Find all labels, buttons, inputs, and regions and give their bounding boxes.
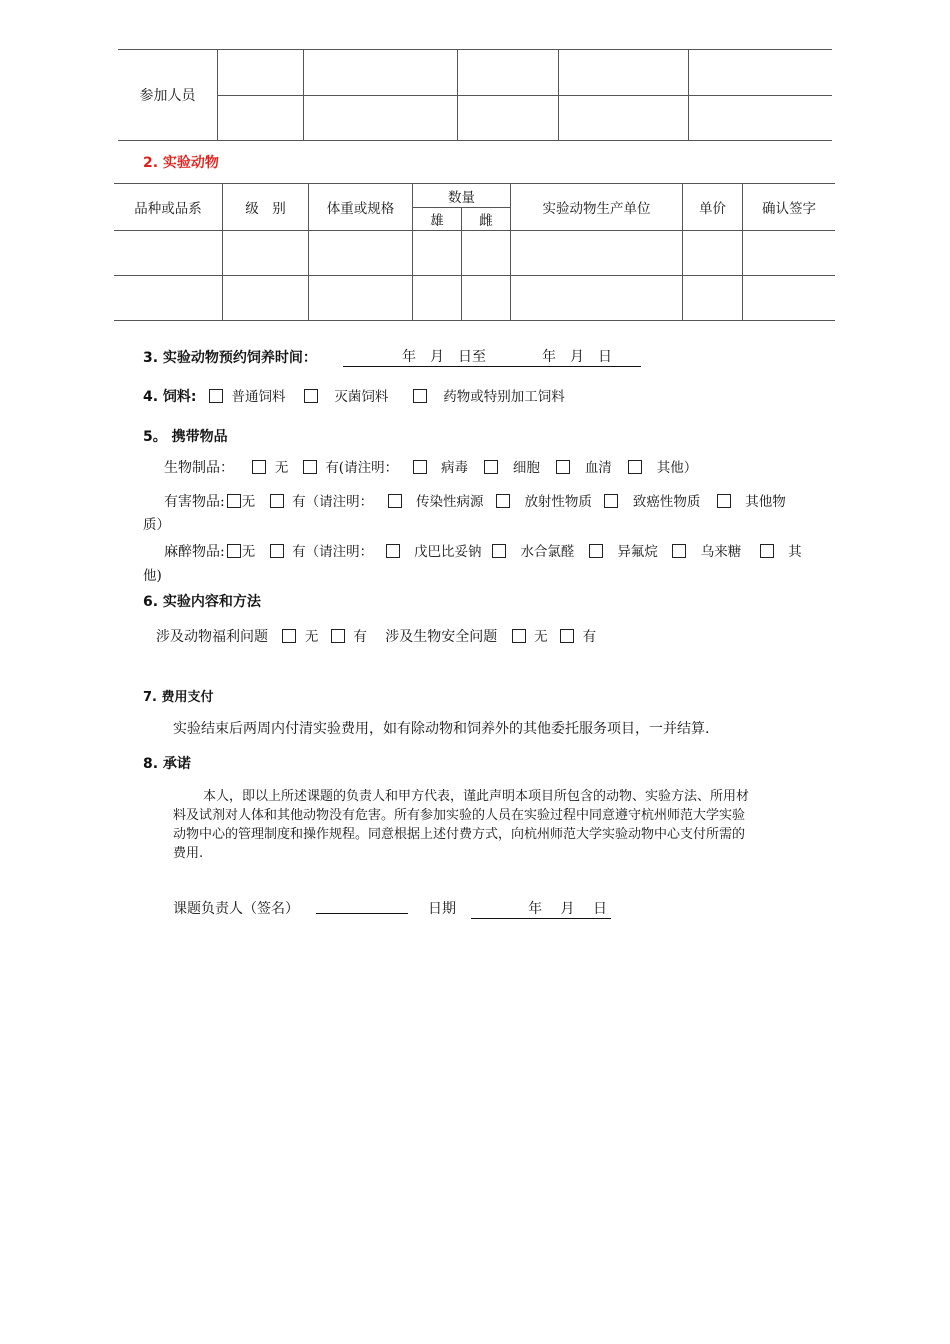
signature-field[interactable] bbox=[316, 913, 408, 914]
bio-serum-label: 血清 bbox=[584, 460, 612, 476]
anesthetic-other-checkbox[interactable] bbox=[760, 544, 774, 558]
animal-cell[interactable] bbox=[413, 276, 462, 321]
anesthetic-has-label: 有（请注明： bbox=[292, 544, 374, 560]
welfare-has-label: 有 bbox=[353, 629, 367, 645]
bio-other-checkbox[interactable] bbox=[628, 460, 642, 474]
anesthetic-none-checkbox[interactable] bbox=[227, 544, 241, 558]
participant-cell[interactable] bbox=[218, 50, 304, 96]
anesthetic-has-checkbox[interactable] bbox=[270, 544, 284, 558]
animal-cell[interactable] bbox=[462, 231, 511, 276]
feed-normal-label: 普通饲料 bbox=[231, 389, 286, 405]
animal-cell[interactable] bbox=[309, 231, 413, 276]
section8-heading: 8. 承诺 bbox=[143, 756, 191, 772]
animal-cell[interactable] bbox=[462, 276, 511, 321]
header-unit-price: 单价 bbox=[683, 184, 743, 231]
bio-row bbox=[164, 456, 697, 477]
header-quantity: 数量 bbox=[413, 184, 511, 208]
hazard-none-checkbox[interactable] bbox=[227, 494, 241, 508]
hazard-other-label: 其他物 bbox=[745, 494, 786, 510]
section6-heading: 6. 实验内容和方法 bbox=[143, 594, 261, 610]
biosafety-none-label: 无 bbox=[534, 629, 548, 645]
commitment-line: 动物中心的管理制度和操作规程。同意根据上述付费方式，向杭州师范大学实验动物中心支付所需的 bbox=[173, 827, 746, 842]
anesthetic-isoflurane-label: 异氟烷 bbox=[617, 544, 658, 560]
anesthetic-chloral-checkbox[interactable] bbox=[492, 544, 506, 558]
animal-cell[interactable] bbox=[683, 231, 743, 276]
participant-cell[interactable] bbox=[304, 96, 458, 141]
participant-cell[interactable] bbox=[218, 96, 304, 141]
header-breed: 品种或品系 bbox=[114, 184, 223, 231]
participants-label: 参加人员 bbox=[118, 50, 218, 141]
date-label: 日期 bbox=[428, 901, 456, 917]
feed-sterile-label: 灭菌饲料 bbox=[334, 389, 389, 405]
animal-cell[interactable] bbox=[743, 276, 836, 321]
header-producer: 实验动物生产单位 bbox=[511, 184, 683, 231]
hazard-other-cont: 质） bbox=[143, 517, 170, 533]
animal-cell[interactable] bbox=[743, 231, 836, 276]
anesthetic-other-label: 其 bbox=[788, 544, 802, 560]
participants-table bbox=[118, 49, 832, 141]
hazard-infectious-checkbox[interactable] bbox=[388, 494, 402, 508]
header-weight: 体重或规格 bbox=[309, 184, 413, 231]
welfare-label: 涉及动物福利问题 bbox=[156, 629, 268, 645]
signature-label: 课题负责人（签名） bbox=[173, 901, 299, 917]
bio-none-checkbox[interactable] bbox=[252, 460, 266, 474]
anesthetic-row bbox=[164, 540, 802, 561]
animal-cell[interactable] bbox=[413, 231, 462, 276]
hazard-row bbox=[164, 490, 786, 511]
biosafety-has-checkbox[interactable] bbox=[560, 629, 574, 643]
anesthetic-isoflurane-checkbox[interactable] bbox=[589, 544, 603, 558]
biosafety-has-label: 有 bbox=[582, 629, 597, 645]
header-signature: 确认签字 bbox=[743, 184, 836, 231]
commitment-line: 本人，即以上所述课题的负责人和甲方代表，谨此声明本项目所包含的动物、实验方法、所用材 bbox=[203, 789, 750, 804]
welfare-has-checkbox[interactable] bbox=[331, 629, 345, 643]
bio-virus-checkbox[interactable] bbox=[413, 460, 427, 474]
animal-cell[interactable] bbox=[309, 276, 413, 321]
hazard-carcinogen-label: 致癌性物质 bbox=[632, 494, 701, 510]
hazard-carcinogen-checkbox[interactable] bbox=[604, 494, 618, 508]
animal-cell[interactable] bbox=[511, 276, 683, 321]
animal-cell[interactable] bbox=[223, 276, 309, 321]
bio-none-label: 无 bbox=[274, 460, 289, 476]
participant-cell[interactable] bbox=[559, 50, 689, 96]
section5-heading: 5。 携带物品 bbox=[143, 429, 228, 445]
hazard-radioactive-label: 放射性物质 bbox=[524, 494, 592, 510]
bio-serum-checkbox[interactable] bbox=[556, 460, 570, 474]
hazard-label: 有害物品: bbox=[164, 494, 225, 510]
animal-cell[interactable] bbox=[683, 276, 743, 321]
biosafety-none-checkbox[interactable] bbox=[512, 629, 526, 643]
participant-cell[interactable] bbox=[458, 96, 559, 141]
anesthetic-none-label: 无 bbox=[241, 544, 256, 560]
hazard-none-label: 无 bbox=[241, 494, 256, 510]
bio-has-label: 有(请注明： bbox=[325, 460, 399, 476]
animal-cell[interactable] bbox=[511, 231, 683, 276]
bio-cell-label: 细胞 bbox=[512, 460, 540, 476]
commitment-text bbox=[173, 787, 813, 863]
section3-label: 3. 实验动物预约饲养时间： bbox=[143, 350, 317, 366]
anesthetic-chloral-label: 水合氯醛 bbox=[520, 544, 575, 560]
hazard-has-label: 有（请注明： bbox=[292, 494, 374, 510]
animal-cell[interactable] bbox=[114, 276, 223, 321]
participant-cell[interactable] bbox=[304, 50, 458, 96]
biosafety-label: 涉及生物安全问题 bbox=[385, 629, 498, 645]
section4-row bbox=[143, 385, 565, 406]
section4-label: 4. 饲料: bbox=[143, 389, 197, 405]
welfare-none-checkbox[interactable] bbox=[282, 629, 296, 643]
participant-cell[interactable] bbox=[689, 96, 833, 141]
animals-table bbox=[114, 183, 835, 321]
signature-date-field[interactable]: 年 月 日 bbox=[471, 898, 611, 919]
hazard-infectious-label: 传染性病源 bbox=[416, 494, 484, 510]
header-male: 雄 bbox=[413, 208, 462, 231]
hazard-has-checkbox[interactable] bbox=[270, 494, 284, 508]
feed-special-label: 药物或特别加工饲料 bbox=[443, 389, 565, 405]
feed-sterile-checkbox[interactable] bbox=[304, 389, 318, 403]
feed-special-checkbox[interactable] bbox=[413, 389, 427, 403]
hazard-other-checkbox[interactable] bbox=[717, 494, 731, 508]
commitment-line: 料及试剂对人体和其他动物没有危害。所有参加实验的人员在实验过程中同意遵守杭州师范大学实验 bbox=[173, 808, 746, 823]
section6-row bbox=[156, 625, 596, 646]
header-grade: 级 别 bbox=[223, 184, 309, 231]
welfare-none-label: 无 bbox=[304, 629, 319, 645]
bio-has-checkbox[interactable] bbox=[303, 460, 317, 474]
anesthetic-urethane-checkbox[interactable] bbox=[672, 544, 686, 558]
bio-virus-label: 病毒 bbox=[441, 460, 468, 476]
anesthetic-other-cont: 他) bbox=[143, 568, 162, 584]
feed-normal-checkbox[interactable] bbox=[209, 389, 223, 403]
anesthetic-pentobarbital-checkbox[interactable] bbox=[386, 544, 400, 558]
bio-other-label: 其他） bbox=[656, 460, 698, 476]
feeding-date-field[interactable]: 年 月 日至 年 月 日 bbox=[343, 346, 641, 367]
participant-cell[interactable] bbox=[559, 96, 689, 141]
participant-cell[interactable] bbox=[458, 50, 559, 96]
participant-cell[interactable] bbox=[689, 50, 833, 96]
section7-heading: 7. 费用支付 bbox=[143, 690, 214, 705]
bio-cell-checkbox[interactable] bbox=[484, 460, 498, 474]
header-female: 雌 bbox=[462, 208, 511, 231]
animal-cell[interactable] bbox=[223, 231, 309, 276]
anesthetic-pentobarbital-label: 戊巴比妥钠 bbox=[414, 544, 482, 560]
section2-heading: 2. 实验动物 bbox=[143, 155, 219, 171]
anesthetic-urethane-label: 乌来糖 bbox=[700, 544, 742, 560]
section7-text: 实验结束后两周内付清实验费用，如有除动物和饲养外的其他委托服务项目，一并结算. bbox=[173, 721, 710, 737]
hazard-radioactive-checkbox[interactable] bbox=[496, 494, 510, 508]
anesthetic-label: 麻醉物品: bbox=[164, 544, 225, 560]
commitment-line: 费用. bbox=[173, 846, 204, 861]
bio-label: 生物制品： bbox=[164, 460, 234, 476]
animal-cell[interactable] bbox=[114, 231, 223, 276]
